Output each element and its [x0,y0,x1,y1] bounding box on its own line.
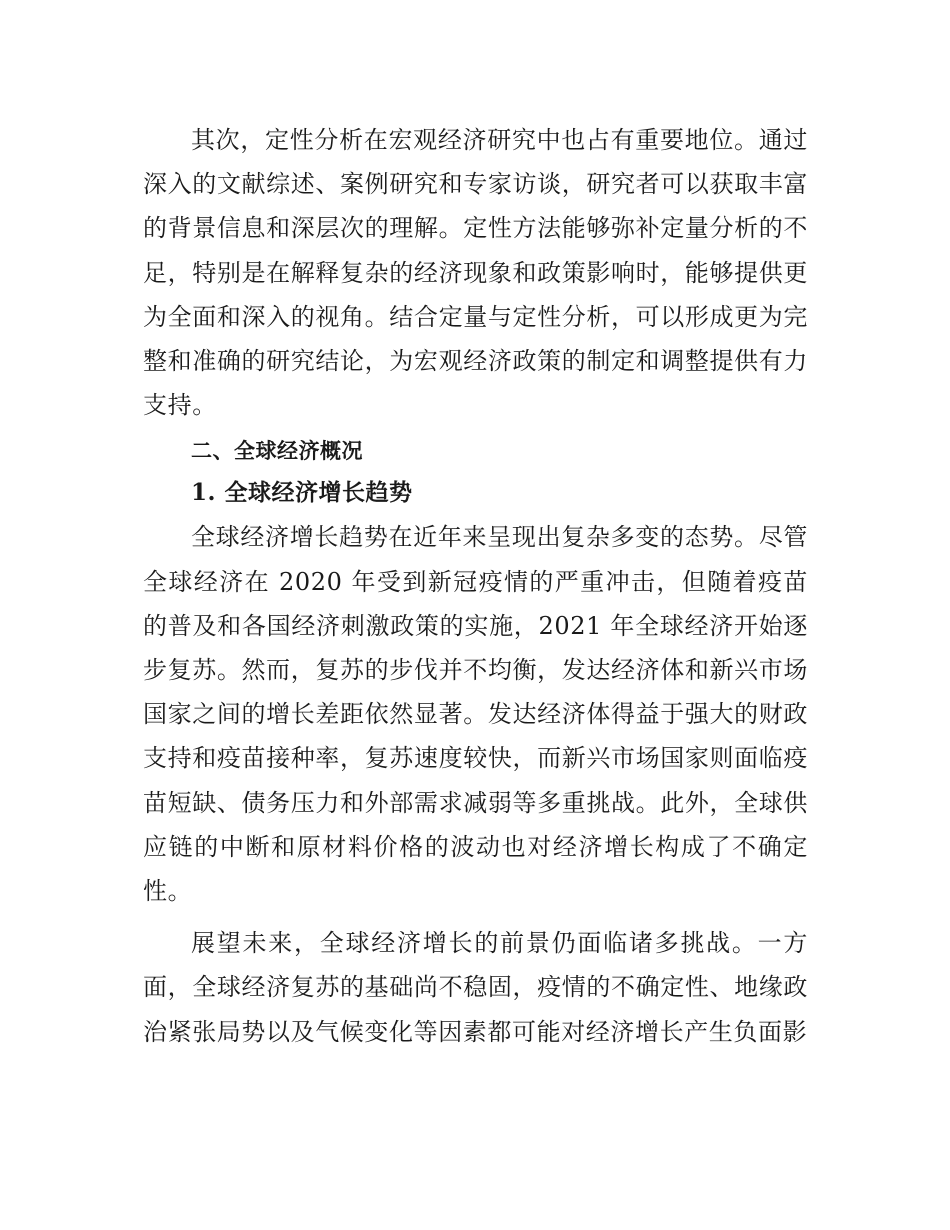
paragraph-outlook: 展望未来，全球经济增长的前景仍面临诸多挑战。一方面，全球经济复苏的基础尚不稳固，疫情的不确定性、地缘政治紧张局势以及气候变化等因素都可能对经济增长产生负面影 [143,929,808,1046]
subsection-heading: 1. 全球经济增长趋势 [191,479,413,507]
paragraph-growth-trend: 全球经济增长趋势在近年来呈现出复杂多变的态势。尽管全球经济在 2020 年受到新冠疫情的严重冲击，但随着疫苗的普及和各国经济刺激政策的实施，2021 年全球经济开始逐步复苏。然而，复苏的步伐并不均衡，发达经济体和新兴市场国家之间的增长差距依然显著。发达经济体得益于强大的财政支持和疫苗接种率，复苏速度较快，而新兴市场国家则面临疫苗短缺、债务压力和外部需求减弱等多重挑战。此外，全球供应链的中断和原材料价格的波动也对经济增长构成了不确定性。 [143,523,808,906]
section-heading: 二、全球经济概况 [191,439,363,464]
paragraph-qualitative-analysis: 其次，定性分析在宏观经济研究中也占有重要地位。通过深入的文献综述、案例研究和专家访谈，研究者可以获取丰富的背景信息和深层次的理解。定性方法能够弥补定量分析的不足，特别是在解释复杂的经济现象和政策影响时，能够提供更为全面和深入的视角。结合定量与定性分析，可以形成更为完整和准确的研究结论，为宏观经济政策的制定和调整提供有力支持。 [143,126,808,420]
document-body [143,118,808,1054]
